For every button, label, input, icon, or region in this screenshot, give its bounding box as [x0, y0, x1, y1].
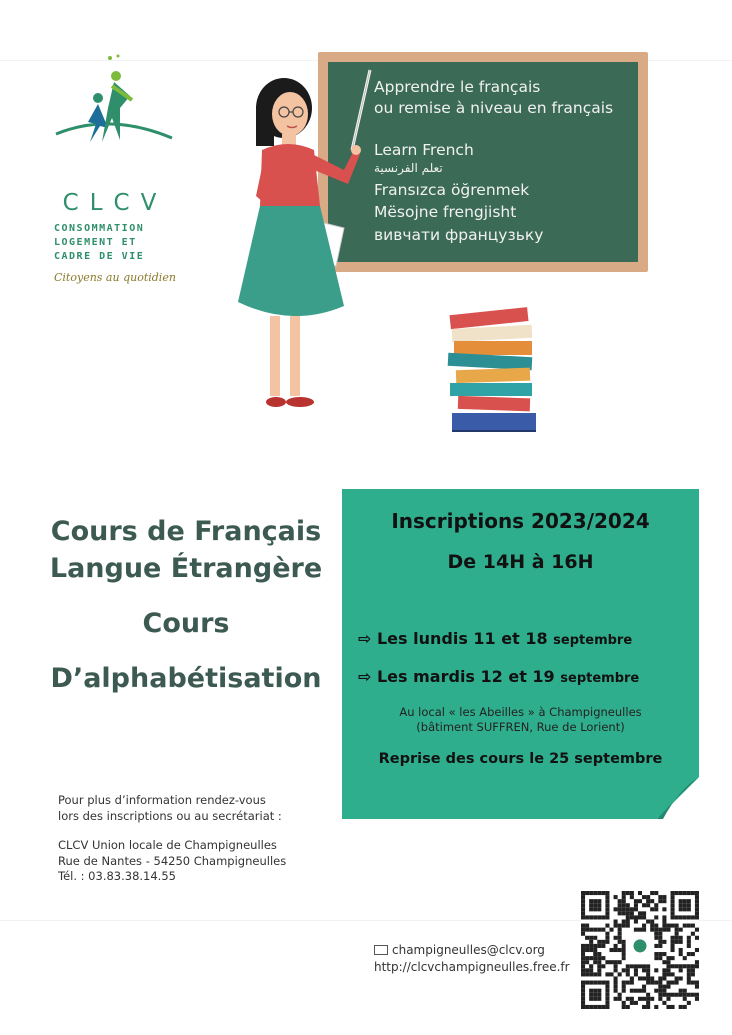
board-line-arabic: تعلم الفرنسية	[374, 161, 443, 175]
date-month: septembre	[560, 671, 640, 686]
date-month: septembre	[553, 633, 633, 648]
date-row-lundis	[358, 629, 632, 648]
board-line: Learn French	[374, 141, 474, 159]
resumption-date: Reprise des cours le 25 septembre	[378, 751, 663, 767]
date-main: Les mardis 12 et 19	[376, 667, 555, 686]
logo-name: CLCV	[62, 190, 168, 216]
arrow-icon: ⇨	[358, 667, 372, 686]
folded-corner-icon	[657, 777, 699, 819]
registration-hours: De 14H à 16H	[447, 551, 594, 573]
title-line-1: Cours de Français	[50, 516, 322, 547]
title-line-2: Langue Étrangère	[49, 553, 323, 584]
info-org: CLCV Union locale de Champigneulles	[58, 838, 277, 852]
info-street: Rue de Nantes - 54250 Champigneulles	[58, 853, 287, 868]
book-stack-illustration	[440, 305, 550, 440]
logo-subtitle-line: CONSOMMATION	[54, 223, 145, 234]
teacher-illustration	[232, 66, 382, 426]
venue-line-2: (bâtiment SUFFREN, Rue de Lorient)	[416, 720, 625, 734]
arrow-icon: ⇨	[358, 629, 372, 648]
registration-note	[342, 489, 699, 819]
board-line: вивчати французьку	[374, 226, 544, 244]
email-row	[374, 942, 570, 959]
info-phone: Tél. : 03.83.38.14.55	[58, 869, 176, 883]
board-line: Fransızca öğrenmek	[374, 181, 530, 199]
qr-code	[581, 891, 699, 1009]
venue-address	[342, 705, 699, 735]
people-figures-icon	[50, 52, 190, 192]
contact-block	[374, 942, 570, 976]
course-title	[36, 513, 336, 697]
logo-tagline: Citoyens au quotidien	[54, 271, 176, 284]
date-row-mardis	[358, 667, 639, 686]
date-main: Les lundis 11 et 18	[376, 629, 548, 648]
envelope-icon	[374, 945, 388, 955]
info-address	[58, 838, 286, 885]
title-line-3: Cours	[142, 608, 230, 639]
info-intro	[58, 793, 282, 824]
board-line: ou remise à niveau en français	[374, 99, 614, 117]
board-line: Apprendre le français	[374, 78, 541, 96]
title-line-4: D’alphabétisation	[50, 663, 322, 694]
website-link[interactable]: http://clcvchampigneulles.free.fr	[374, 960, 570, 974]
clcv-logo	[50, 52, 190, 284]
logo-subtitle-line: LOGEMENT ET	[54, 237, 137, 248]
registration-heading: Inscriptions 2023/2024	[391, 509, 650, 533]
board-line: Mësojne frengjisht	[374, 203, 517, 221]
email-link[interactable]: champigneulles@clcv.org	[392, 943, 545, 957]
info-line-1: Pour plus d’information rendez-vous	[58, 793, 266, 807]
logo-subtitle-line: CADRE DE VIE	[54, 251, 145, 262]
info-line-2: lors des inscriptions ou au secrétariat :	[58, 808, 282, 823]
venue-line-1: Au local « les Abeilles » à Champigneulles	[399, 705, 642, 719]
logo-subtitle	[54, 222, 184, 264]
